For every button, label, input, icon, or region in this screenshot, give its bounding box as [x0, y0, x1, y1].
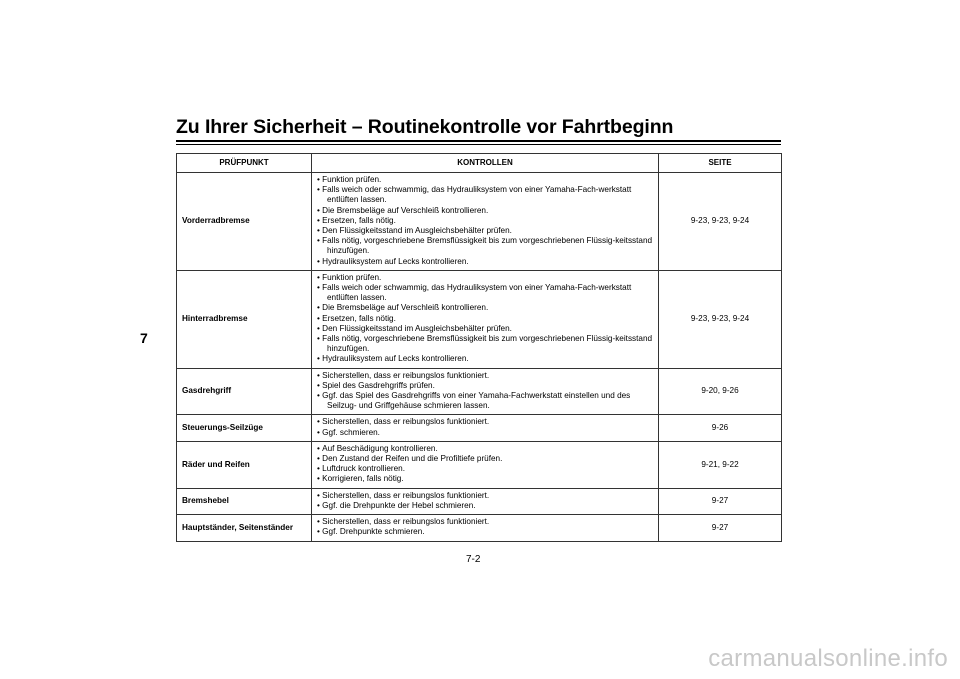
check-instructions [312, 270, 659, 368]
check-item: • Sicherstellen, dass er reibungslos funktioniert. [317, 371, 654, 381]
page-reference: 9-27 [659, 515, 782, 541]
check-table [176, 153, 782, 542]
chapter-tab: 7 [140, 330, 148, 346]
watermark: carmanualsonline.info [708, 645, 948, 672]
check-item: • Ggf. die Drehpunkte der Hebel schmieren. [317, 501, 654, 511]
table-header-row [177, 154, 782, 173]
table-row [177, 415, 782, 441]
check-instructions [312, 488, 659, 514]
check-list [317, 491, 654, 511]
check-item: • Ggf. schmieren. [317, 428, 654, 438]
check-item: • Korrigieren, falls nötig. [317, 474, 654, 484]
check-point: Gasdrehgriff [177, 368, 312, 415]
check-item: • Ersetzen, falls nötig. [317, 314, 654, 324]
check-list [317, 417, 654, 437]
check-item: • Auf Beschädigung kontrollieren. [317, 444, 654, 454]
page-reference: 9-27 [659, 488, 782, 514]
page-title: Zu Ihrer Sicherheit – Routinekontrolle vor Fahrtbeginn [176, 116, 674, 138]
check-list [317, 371, 654, 412]
check-item: • Den Flüssigkeitsstand im Ausgleichsbehälter prüfen. [317, 324, 654, 334]
page-reference: 9-20, 9-26 [659, 368, 782, 415]
check-item: • Falls nötig, vorgeschriebene Bremsflüssigkeit bis zum vorgeschriebenen Flüssig-keitsstand hinzufügen. [317, 334, 654, 354]
check-list [317, 175, 654, 267]
table-row [177, 515, 782, 541]
check-item: • Spiel des Gasdrehgriffs prüfen. [317, 381, 654, 391]
check-instructions [312, 368, 659, 415]
check-point: Hauptständer, Seitenständer [177, 515, 312, 541]
check-instructions [312, 441, 659, 488]
table-row [177, 270, 782, 368]
check-instructions [312, 515, 659, 541]
check-item: • Sicherstellen, dass er reibungslos funktioniert. [317, 491, 654, 501]
check-item: • Die Bremsbeläge auf Verschleiß kontrollieren. [317, 206, 654, 216]
check-point: Bremshebel [177, 488, 312, 514]
page-reference: 9-23, 9-23, 9-24 [659, 270, 782, 368]
check-item: • Hydrauliksystem auf Lecks kontrollieren. [317, 354, 654, 364]
check-item: • Den Flüssigkeitsstand im Ausgleichsbehälter prüfen. [317, 226, 654, 236]
check-item: • Den Zustand der Reifen und die Profiltiefe prüfen. [317, 454, 654, 464]
check-point: Räder und Reifen [177, 441, 312, 488]
column-header-page: SEITE [659, 154, 782, 173]
check-list [317, 273, 654, 365]
check-item: • Ggf. Drehpunkte schmieren. [317, 527, 654, 537]
check-instructions [312, 173, 659, 271]
check-item: • Sicherstellen, dass er reibungslos funktioniert. [317, 417, 654, 427]
table-row [177, 368, 782, 415]
page-reference: 9-23, 9-23, 9-24 [659, 173, 782, 271]
check-point: Hinterradbremse [177, 270, 312, 368]
check-item: • Falls weich oder schwammig, das Hydrauliksystem von einer Yamaha-Fach-werkstatt entlüften lassen. [317, 283, 654, 303]
table-row [177, 441, 782, 488]
check-item: • Hydrauliksystem auf Lecks kontrollieren. [317, 257, 654, 267]
title-rule-thin [176, 144, 781, 145]
check-list [317, 517, 654, 537]
table-row [177, 173, 782, 271]
table-row [177, 488, 782, 514]
column-header-point: PRÜFPUNKT [177, 154, 312, 173]
check-item: • Sicherstellen, dass er reibungslos funktioniert. [317, 517, 654, 527]
check-point: Steuerungs-Seilzüge [177, 415, 312, 441]
check-item: • Funktion prüfen. [317, 273, 654, 283]
page-reference: 9-21, 9-22 [659, 441, 782, 488]
check-list [317, 444, 654, 485]
page-number: 7-2 [466, 554, 481, 565]
title-rule [176, 140, 781, 142]
check-item: • Ggf. das Spiel des Gasdrehgriffs von einer Yamaha-Fachwerkstatt einstellen und des Seilzug- und Griffgehäuse schmieren lassen. [317, 391, 654, 411]
check-item: • Ersetzen, falls nötig. [317, 216, 654, 226]
check-item: • Falls weich oder schwammig, das Hydrauliksystem von einer Yamaha-Fach-werkstatt entlüften lassen. [317, 185, 654, 205]
page-reference: 9-26 [659, 415, 782, 441]
check-item: • Funktion prüfen. [317, 175, 654, 185]
check-item: • Luftdruck kontrollieren. [317, 464, 654, 474]
check-item: • Falls nötig, vorgeschriebene Bremsflüssigkeit bis zum vorgeschriebenen Flüssig-keitsstand hinzufügen. [317, 236, 654, 256]
check-item: • Die Bremsbeläge auf Verschleiß kontrollieren. [317, 303, 654, 313]
check-instructions [312, 415, 659, 441]
check-point: Vorderradbremse [177, 173, 312, 271]
column-header-checks: KONTROLLEN [312, 154, 659, 173]
